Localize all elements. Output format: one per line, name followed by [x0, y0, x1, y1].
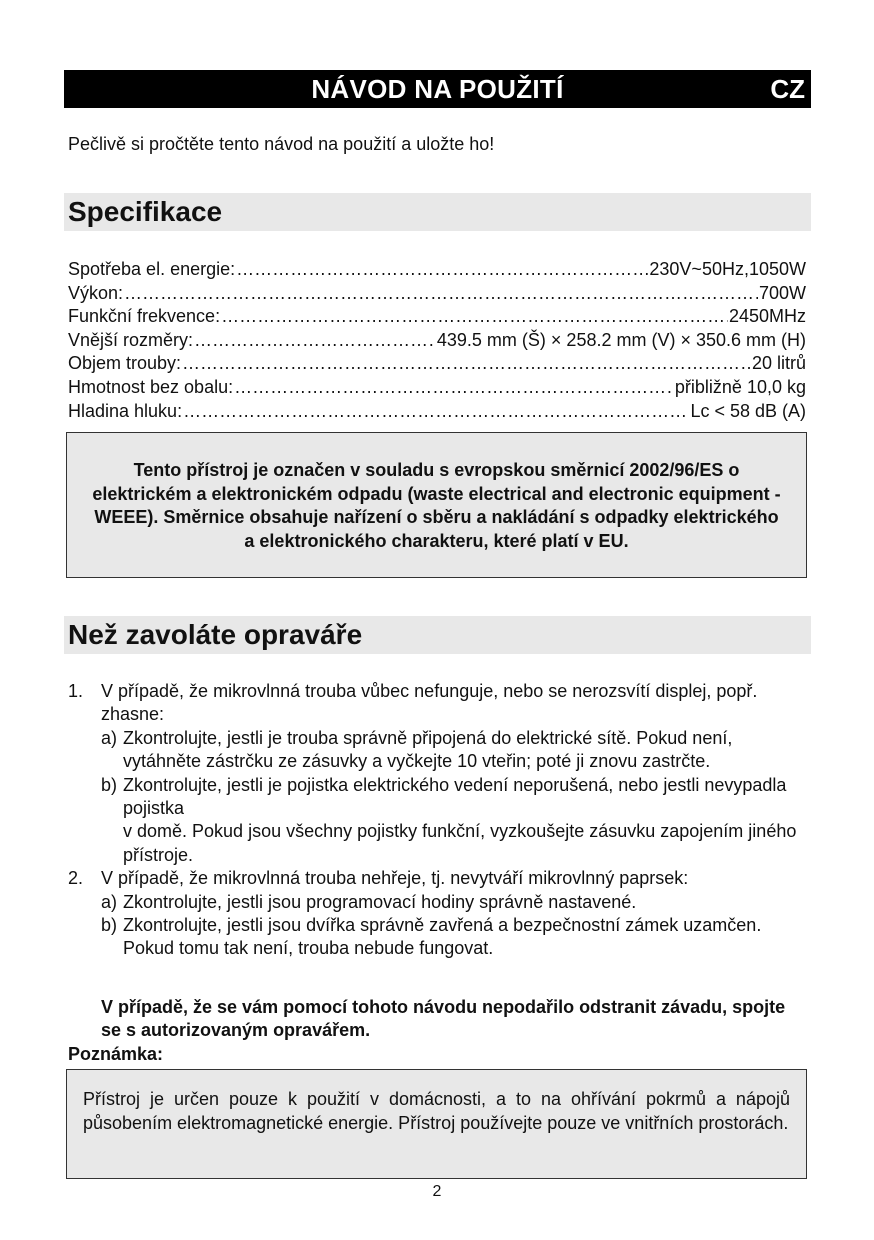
spec-value: přibližně 10,0 kg — [674, 376, 806, 397]
list-item-number: 1. — [68, 681, 84, 701]
spec-row — [68, 258, 806, 282]
troubleshooting-list — [68, 680, 808, 961]
spec-list — [68, 258, 806, 423]
spec-value: Lc < 58 dB (A) — [690, 400, 806, 421]
section-heading-specs-label: Specifikace — [68, 196, 223, 227]
sub-item — [101, 774, 808, 868]
sub-item-letter: a) — [101, 727, 118, 748]
sub-item-text-continued: v domě. Pokud jsou všechny pojistky funkční, vyzkoušejte zásuvku zapojením jiného přístroje. — [123, 821, 797, 865]
spec-value: 439.5 mm (Š) × 258.2 mm (V) × 350.6 mm (H) — [436, 329, 806, 350]
spec-value: 20 litrů — [751, 353, 806, 374]
spec-row — [68, 305, 806, 329]
leader-dots — [183, 400, 689, 424]
spec-label: Funkční frekvence: — [68, 306, 221, 327]
section-heading-repair-label: Než zavoláte opraváře — [68, 619, 363, 650]
leader-dots — [236, 258, 648, 282]
list-item-text: V případě, že mikrovlnná trouba vůbec nefunguje, nebo se nerozsvítí displej, popř. zhasne: — [101, 681, 758, 725]
sub-item — [101, 891, 808, 914]
sub-item-text: Zkontrolujte, jestli jsou programovací hodiny správně nastavené. — [123, 891, 637, 912]
leader-dots — [124, 282, 758, 306]
leader-dots — [234, 376, 674, 400]
advice-text: V případě, že se vám pomocí tohoto návodu nepodařilo odstranit závadu, spojte se s autorizovaným opravářem. — [101, 997, 786, 1041]
note-label: Poznámka: — [68, 1044, 164, 1064]
note-text: Přístroj je určen pouze k použití v domácnosti, a to na ohřívání pokrmů a nápojů působením elektromagnetické energie. Přístroj používejte pouze ve vnitřních prostorách. — [83, 1089, 790, 1133]
section-heading-specs — [64, 193, 811, 231]
list-item-number: 2. — [68, 868, 84, 889]
spec-row — [68, 352, 806, 376]
spec-value: 700W — [758, 282, 806, 303]
weee-notice-text: Tento přístroj je označen v souladu s evropskou směrnicí 2002/96/ES o elektrickém a elektronickém odpadu (waste electrical and electronic equipment - WEEE). Směrnice obsahuje nařízení o sběru a nakládání s odpadky elektrického a elektronického charakteru, které platí v EU. — [92, 460, 781, 551]
language-code: CZ — [770, 74, 805, 104]
spec-row — [68, 282, 806, 306]
sub-item-text: Zkontrolujte, jestli jsou dvířka správně zavřená a bezpečnostní zámek uzamčen. Pokud tomu tak není, trouba nebude fungovat. — [123, 915, 762, 959]
spec-label: Spotřeba el. energie: — [68, 259, 236, 279]
leader-dots — [221, 305, 728, 329]
sub-item-text: Zkontrolujte, jestli je trouba správně připojená do elektrické sítě. Pokud není, vytáhněte zástrčku ze zásuvky a vyčkejte 10 vteřin; poté ji znovu zastrčte. — [123, 727, 733, 772]
title-bar — [64, 70, 811, 108]
spec-value: 230V~50Hz,1050W — [649, 259, 806, 279]
sub-item — [101, 727, 808, 774]
spec-label: Objem trouby: — [68, 353, 182, 374]
sub-item-letter: b) — [101, 774, 118, 795]
spec-row — [68, 376, 806, 400]
spec-row — [68, 400, 806, 424]
sub-item — [101, 914, 808, 961]
spec-label: Výkon: — [68, 282, 124, 303]
list-item — [68, 867, 808, 961]
leader-dots — [194, 329, 436, 353]
page-number: 2 — [432, 1183, 442, 1200]
spec-label: Vnější rozměry: — [68, 329, 194, 350]
list-item — [68, 680, 808, 867]
section-heading-repair — [64, 616, 811, 654]
spec-value: 2450MHz — [728, 306, 806, 327]
intro-text: Pečlivě si pročtěte tento návod na použití a uložte ho! — [68, 134, 495, 154]
note-box — [66, 1069, 807, 1179]
weee-notice-box — [66, 432, 807, 578]
spec-label: Hladina hluku: — [68, 400, 183, 421]
sub-item-text: Zkontrolujte, jestli je pojistka elektrického vedení neporušená, nebo jestli nevypadla pojistka — [123, 774, 787, 819]
spec-label: Hmotnost bez obalu: — [68, 376, 234, 397]
page-title: NÁVOD NA POUŽITÍ — [311, 74, 564, 104]
leader-dots — [182, 352, 751, 376]
sub-item-letter: a) — [101, 891, 118, 912]
spec-row — [68, 329, 806, 353]
sub-item-letter: b) — [101, 915, 118, 936]
list-item-text: V případě, že mikrovlnná trouba nehřeje, tj. nevytváří mikrovlnný paprsek: — [101, 868, 689, 889]
